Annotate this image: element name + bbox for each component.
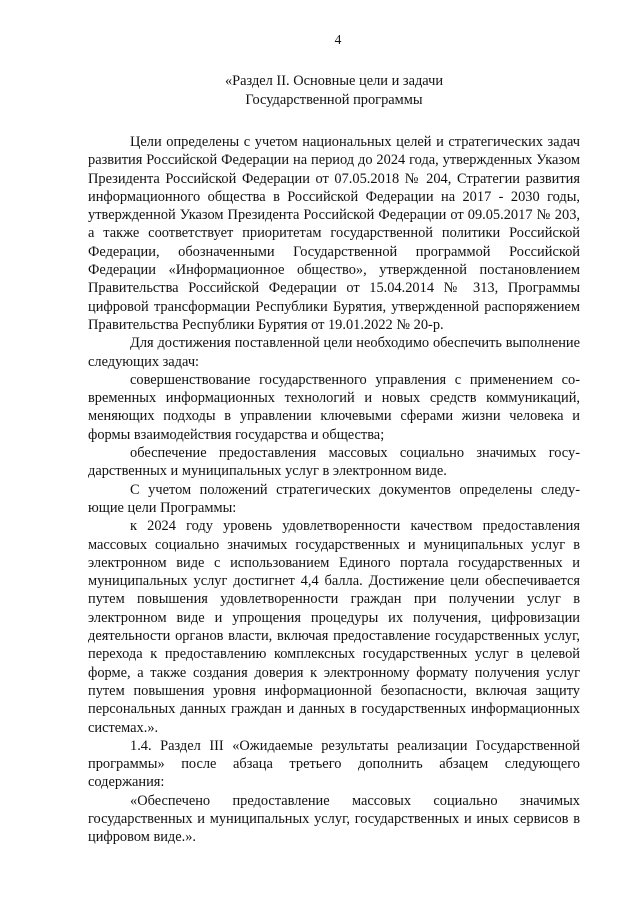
body-text xyxy=(88,133,580,847)
section-heading xyxy=(88,72,580,110)
paragraph-new-abstract: «Обеспечено предоставление массовых социально значимых государственных и муниципальных услуг, государственных и иных сервисов в цифровом виде.». xyxy=(88,792,580,846)
section-heading-line-1: «Раздел II. Основные цели и задачи xyxy=(224,73,444,89)
page-number: 4 xyxy=(334,32,342,47)
paragraph-tasks-intro: Для достижения поставленной цели необходимо обеспечить выполнение следующих задач: xyxy=(88,335,580,370)
paragraph-program-goals-intro: С учетом положений стратегических документов определены следующие цели Программы: xyxy=(88,481,580,516)
document-page xyxy=(88,30,580,847)
paragraph-task-governance: совершенствование государственного управления с применением современных информационных технологий и новых средств коммуникаций, меняющих подходы в управлении ключевыми сферами жизни человека и формы взаимодействия государства и общества; xyxy=(88,371,580,443)
section-heading-line-2: Государственной программы xyxy=(245,92,423,108)
paragraph-goal-2024: к 2024 году уровень удовлетворенности качеством предоставления массовых социально значимых государственных и муниципальных услуг в электронном виде с использованием Единого портала государственных и муниципальных услуг достигнет 4,4 балла. Достижение цели обеспечивается путем повышения удовлетворенности граждан при получении услуг в электронном виде и упрощения процедуры их получения, цифровизации деятельности органов власти, включая предоставление государственных услуг, перехода к предоставлению комплексных государственных услуг в целевой форме, а также создания доверия к электронному формату получения услуг путем повышения уровня информационной безопасности, включая защиту персональных данных граждан и данных в государственных информационных системах.». xyxy=(88,518,580,736)
paragraph-amendment-1-4: 1.4. Раздел III «Ожидаемые результаты реализации Государственной программы» после абзаца третьего дополнить абзацем следующего содержания: xyxy=(88,737,580,791)
paragraph-goals-basis: Цели определены с учетом национальных целей и стратегических задач развития Российской Федерации на период до 2024 года, утвержденных Указом Президента Российской Федерации от 07.05.2018 № 204, Стратегии развития информационного общества в Российской Федерации на 2017 - 2030 годы, утвержденной Указом Президента Российской Федерации от 09.05.2017 № 203, а также соответствует приоритетам государственной политики Российской Федерации, обозначенными Государственной программой Российской Федерации «Информационное общество», утвержденной постановлением Правительства Российской Федерации от 15.04.2014 № 313, Программы цифровой трансформации Республики Бурятия, утвержденной распоряжением Правительства Республики Бурятия от 19.01.2022 № 20-р. xyxy=(88,134,580,333)
paragraph-task-services: обеспечение предоставления массовых социально значимых государственных и муниципальных услуг в электронном виде. xyxy=(88,445,580,480)
